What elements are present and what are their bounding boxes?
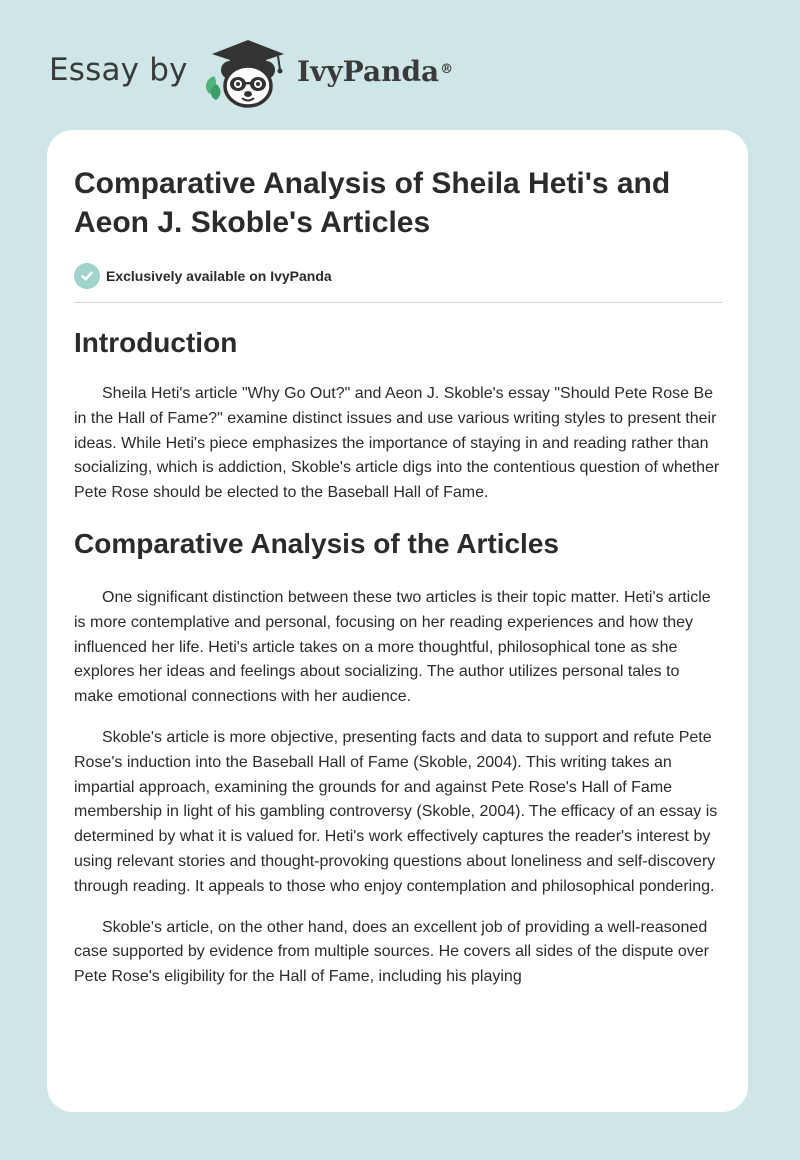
section-heading-comparative-analysis: Comparative Analysis of the Articles — [74, 527, 559, 559]
paragraph: One significant distinction between these two articles is their topic matter. Heti's article is more contemplative and personal, focusing on her reading experiences and how they influenced her life. Heti's article takes on a more thoughtful, philosophical tone as she explores her ideas and feelings about socializing. The author utilizes personal tales to make emotional connections with her audience. — [74, 588, 711, 706]
section-heading-introduction: Introduction — [74, 327, 238, 358]
exclusive-badge — [74, 263, 332, 289]
registered-mark: ® — [440, 62, 454, 77]
paragraph: Sheila Heti's article "Why Go Out?" and Aeon J. Skoble's essay "Should Pete Rose Be in the Hall of Fame?" examine distinct issues and use various writing styles to present their ideas. While Heti's piece emphasizes the importance of staying in and reading rather than socializing, which is addiction, Skoble's article digs into the contentious question of whether Pete Rose should be elected to the Baseball Hall of Fame. — [74, 385, 720, 502]
check-circle-icon — [74, 263, 100, 289]
divider — [74, 302, 722, 303]
essay-body — [74, 322, 722, 990]
paragraph: Skoble's article is more objective, presenting facts and data to support and refute Pete Rose's induction into the Baseball Hall of Fame (Skoble, 2004). This writing takes an impartial approach, examining the grounds for and against Pete Rose's Hall of Fame membership in light of his gambling controversy (Skoble, 2004). The efficacy of an essay is determined by what it is valued for. Heti's work effectively captures the reader's interest by using relevant stories and thought-provoking questions about loneliness and self-discovery through reading. It appeals to those who enjoy contemplation and philosophical pondering. — [74, 728, 718, 895]
brand-prefix: Essay by — [49, 52, 188, 88]
panda-graduate-icon — [200, 36, 296, 110]
paragraph: Skoble's article, on the other hand, does an excellent job of providing a well-reasoned case supported by evidence from multiple sources. He covers all sides of the dispute over Pete Rose's eligibility for the Hall of Fame, including his playing — [74, 918, 709, 986]
essay-card — [47, 130, 748, 1112]
exclusive-label: Exclusively available on IvyPanda — [106, 268, 332, 284]
brand-name: IvyPanda® — [297, 55, 454, 88]
essay-title: Comparative Analysis of Sheila Heti's and Aeon J. Skoble's Articles — [74, 167, 671, 239]
site-header — [0, 0, 800, 130]
